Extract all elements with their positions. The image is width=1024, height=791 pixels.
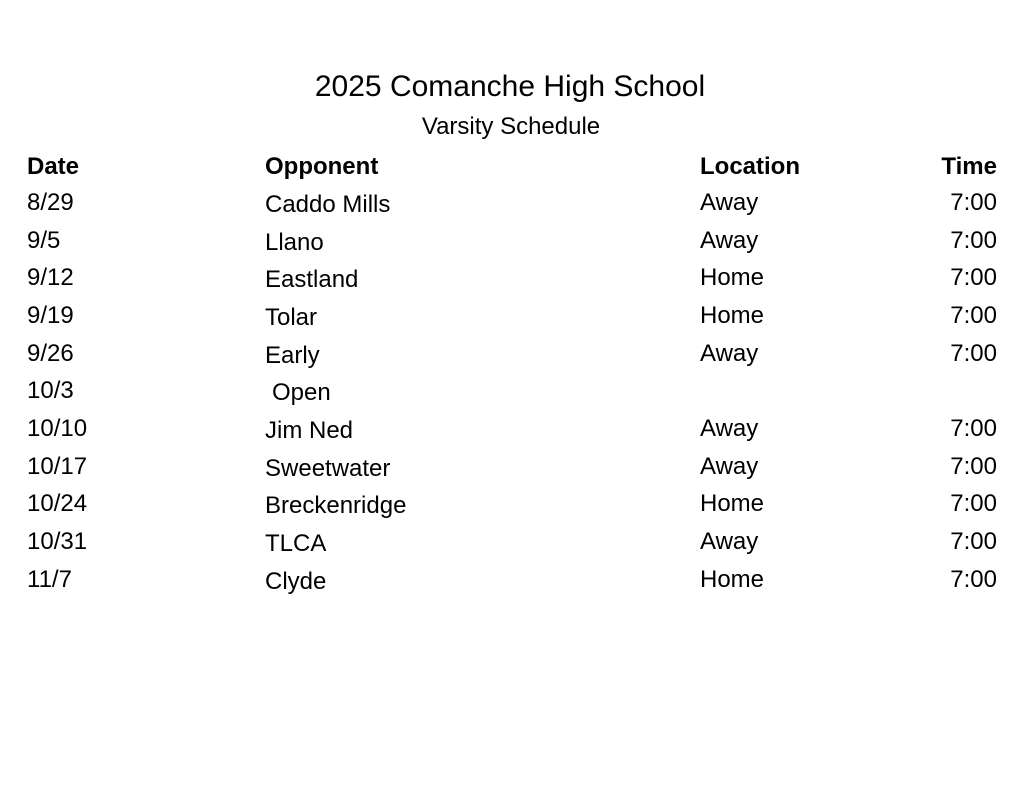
time-cell: 7:00 bbox=[950, 490, 997, 517]
table-row bbox=[0, 226, 1024, 264]
location-cell: Away bbox=[700, 415, 759, 442]
opponent-cell: Tolar bbox=[265, 304, 318, 331]
header-location: Location bbox=[700, 153, 800, 180]
header-time: Time bbox=[941, 153, 997, 180]
date-cell: 9/12 bbox=[27, 264, 74, 291]
opponent-cell: Caddo Mills bbox=[265, 191, 391, 218]
time-cell: 7:00 bbox=[950, 340, 997, 367]
opponent-cell: Breckenridge bbox=[265, 492, 407, 519]
time-cell: 7:00 bbox=[950, 415, 997, 442]
location-cell: Away bbox=[700, 227, 759, 254]
table-header-row bbox=[0, 152, 1024, 190]
table-row bbox=[0, 452, 1024, 490]
opponent-cell: Eastland bbox=[265, 266, 359, 293]
date-cell: 10/31 bbox=[27, 528, 88, 555]
time-cell: 7:00 bbox=[950, 453, 997, 480]
date-cell: 10/17 bbox=[27, 453, 88, 480]
location-cell: Away bbox=[700, 340, 759, 367]
table-row bbox=[0, 489, 1024, 527]
date-cell: 10/3 bbox=[27, 377, 74, 404]
date-cell: 9/5 bbox=[27, 227, 61, 254]
page-subtitle: Varsity Schedule bbox=[421, 113, 601, 140]
opponent-cell: Llano bbox=[265, 229, 324, 256]
table-row bbox=[0, 376, 1024, 414]
page-title: 2025 Comanche High School bbox=[314, 70, 706, 103]
location-cell: Home bbox=[700, 566, 765, 593]
header-opponent: Opponent bbox=[265, 153, 379, 180]
date-cell: 9/19 bbox=[27, 302, 74, 329]
location-cell: Away bbox=[700, 189, 759, 216]
opponent-cell: Early bbox=[265, 342, 320, 369]
header-date: Date bbox=[27, 153, 80, 180]
table-row bbox=[0, 263, 1024, 301]
time-cell: 7:00 bbox=[950, 566, 997, 593]
time-cell: 7:00 bbox=[950, 528, 997, 555]
opponent-cell: Open bbox=[272, 379, 331, 406]
time-cell: 7:00 bbox=[950, 302, 997, 329]
date-cell: 10/10 bbox=[27, 415, 88, 442]
time-cell: 7:00 bbox=[950, 227, 997, 254]
location-cell: Home bbox=[700, 264, 765, 291]
opponent-cell: Sweetwater bbox=[265, 455, 391, 482]
table-row bbox=[0, 339, 1024, 377]
date-cell: 9/26 bbox=[27, 340, 74, 367]
location-cell: Home bbox=[700, 302, 765, 329]
location-cell: Away bbox=[700, 528, 759, 555]
opponent-cell: Jim Ned bbox=[265, 417, 354, 444]
table-row bbox=[0, 301, 1024, 339]
table-row bbox=[0, 527, 1024, 565]
table-row bbox=[0, 414, 1024, 452]
date-cell: 10/24 bbox=[27, 490, 88, 517]
date-cell: 11/7 bbox=[27, 566, 72, 593]
location-cell: Home bbox=[700, 490, 765, 517]
date-cell: 8/29 bbox=[27, 189, 74, 216]
opponent-cell: TLCA bbox=[265, 530, 327, 557]
table-row bbox=[0, 188, 1024, 226]
opponent-cell: Clyde bbox=[265, 568, 327, 595]
table-row bbox=[0, 565, 1024, 603]
location-cell: Away bbox=[700, 453, 759, 480]
time-cell: 7:00 bbox=[950, 189, 997, 216]
time-cell: 7:00 bbox=[950, 264, 997, 291]
